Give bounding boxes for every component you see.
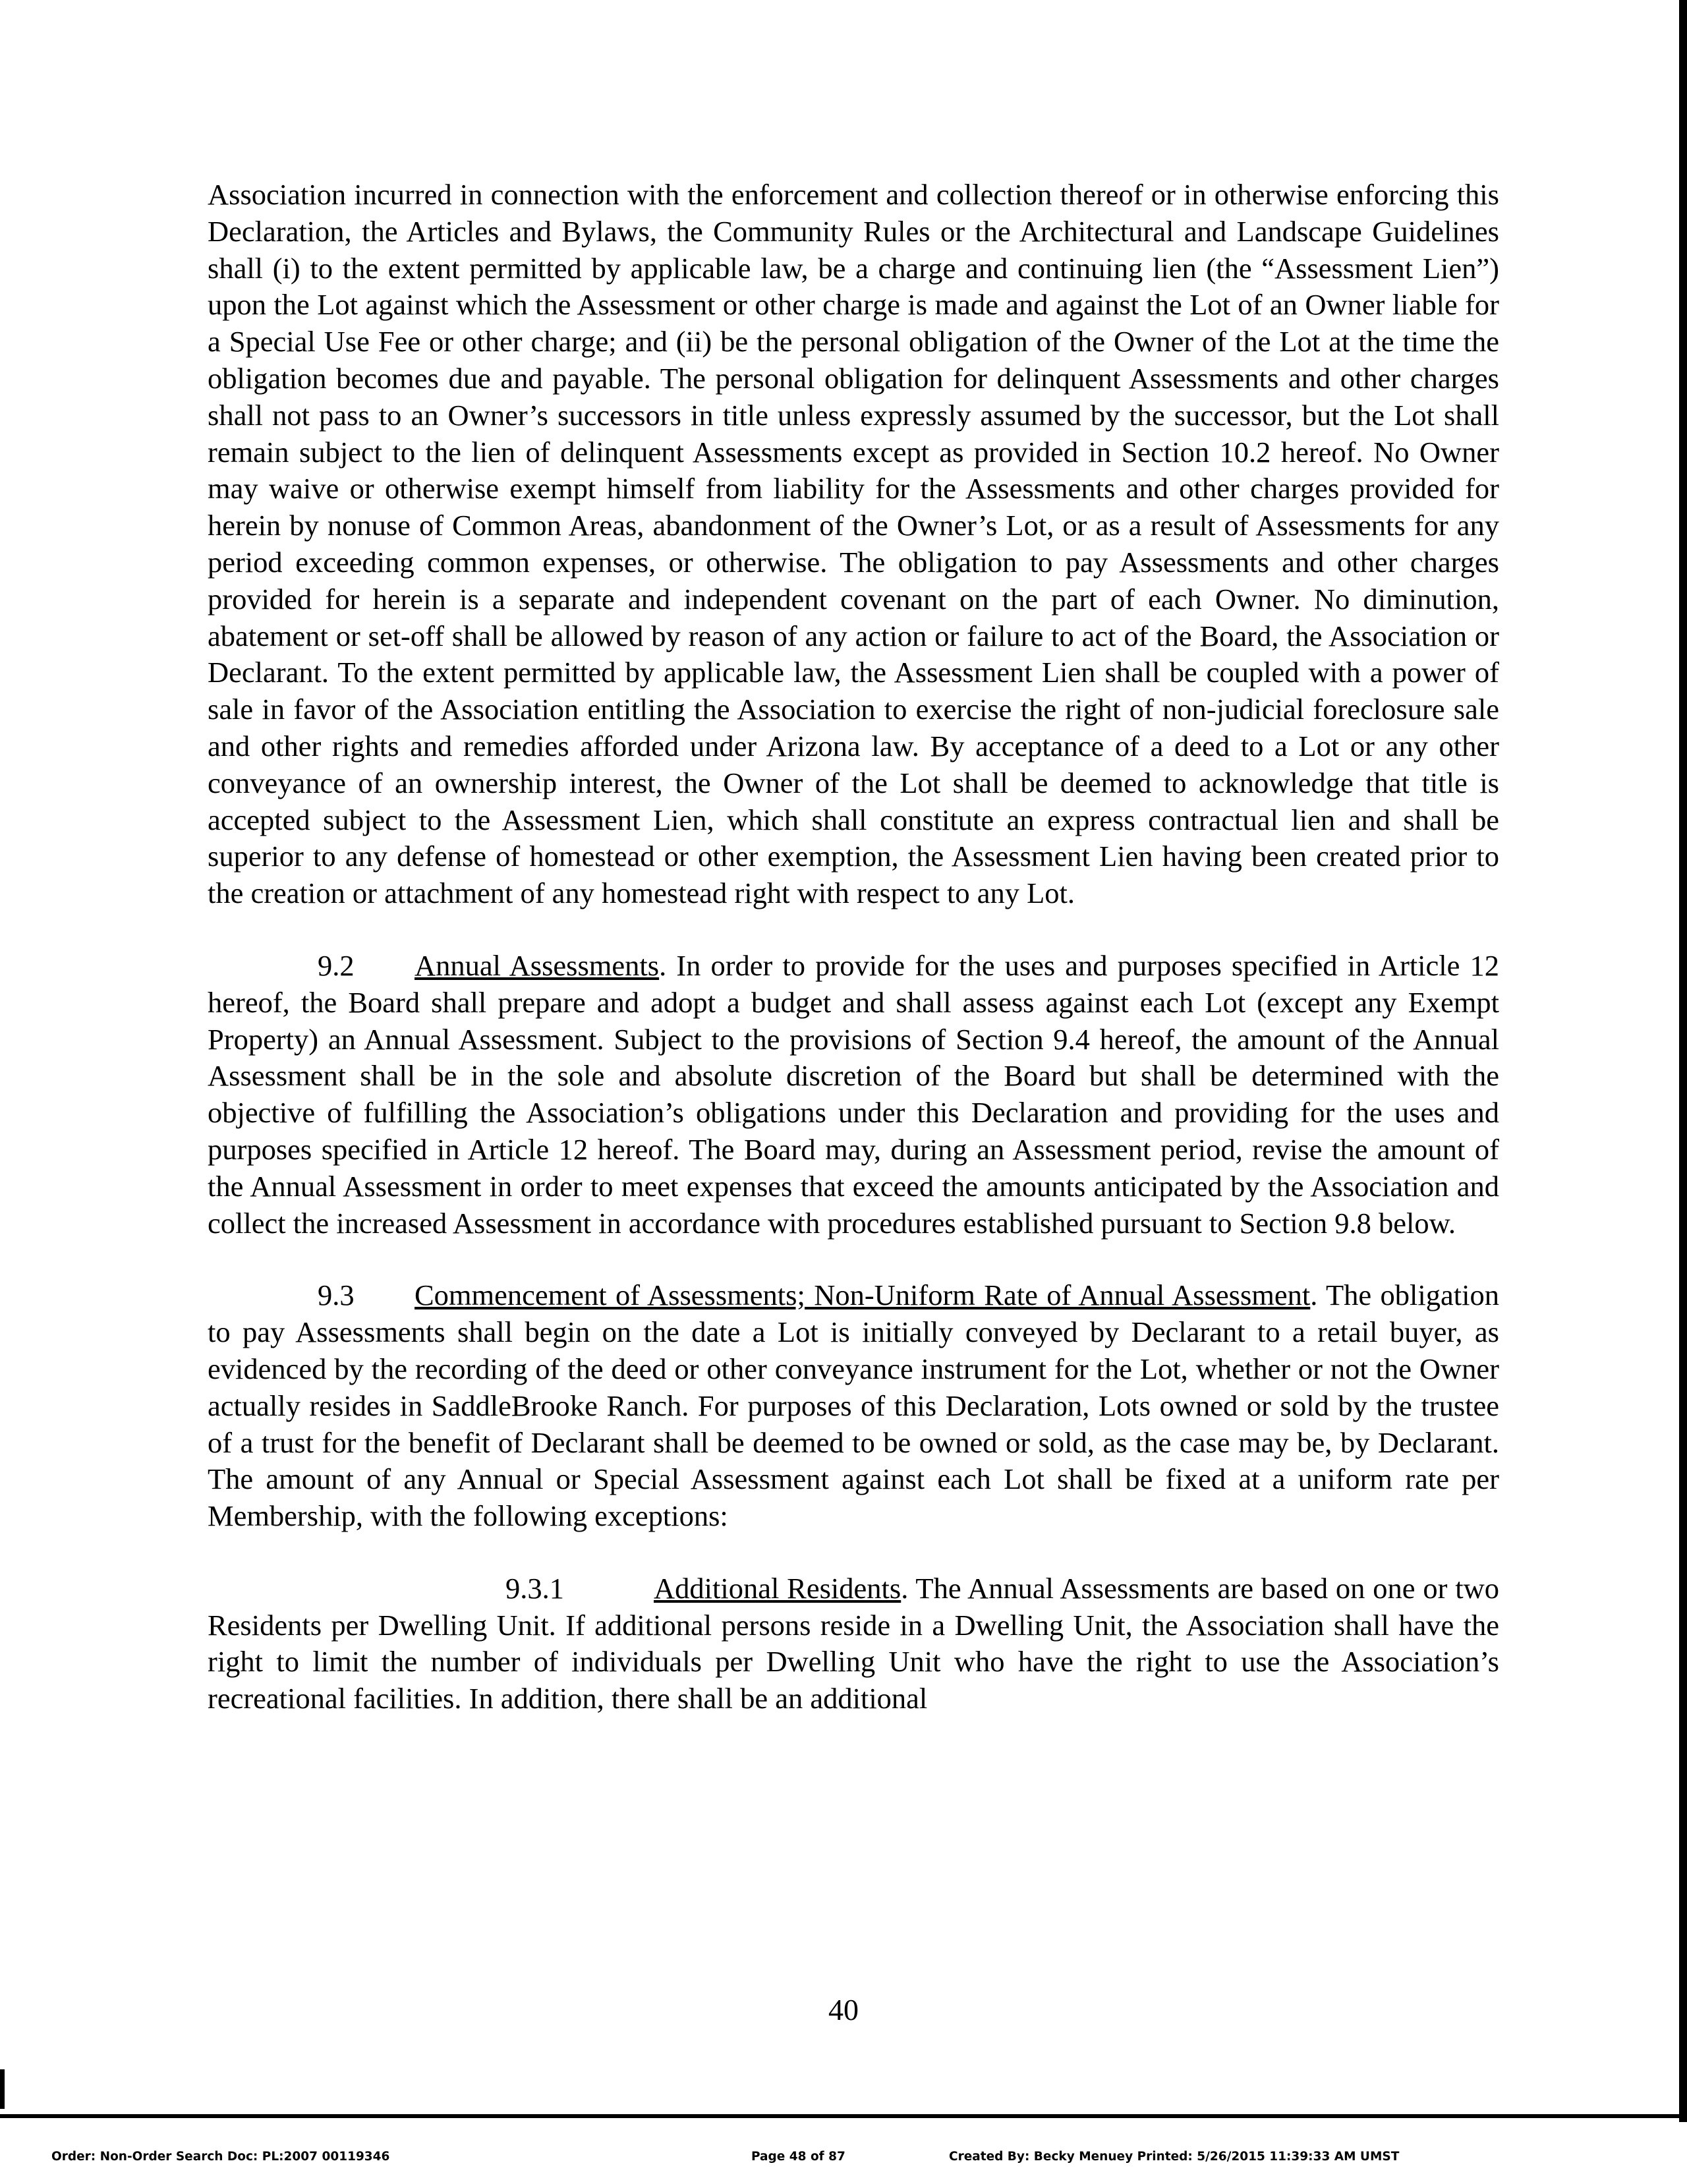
section-9-2 <box>208 948 1499 1242</box>
section-heading: Commencement of Assessments; Non-Uniform Rate of Annual Assessment <box>415 1279 1311 1312</box>
continuation-paragraph: Association incurred in connection with the enforcement and collection thereof or in otherwise enforcing this Declaration, the Articles and Bylaws, the Community Rules or the Architectural and Landscape Guidelines shall (i) to the extent permitted by applicable law, be a charge and continuing lien (the “Assessment Lien”) upon the Lot against which the Assessment or other charge is made and against the Lot of an Owner liable for a Special Use Fee or other charge; and (ii) be the personal obligation of the Owner of the Lot at the time the obligation becomes due and payable. The personal obligation for delinquent Assessments and other charges shall not pass to an Owner’s successors in title unless expressly assumed by the successor, but the Lot shall remain subject to the lien of delinquent Assessments except as provided in Section 10.2 hereof. No Owner may waive or otherwise exempt himself from liability for the Assessments and other charges provided for herein by nonuse of Common Areas, abandonment of the Owner’s Lot, or as a result of Assessments for any period exceeding common expenses, or otherwise. The obligation to pay Assessments and other charges provided for herein is a separate and independent covenant on the part of each Owner. No diminution, abatement or set-off shall be allowed by reason of any action or failure to act of the Board, the Association or Declarant. To the extent permitted by applicable law, the Assessment Lien shall be coupled with a power of sale in favor of the Association entitling the Association to exercise the right of non-judicial foreclosure sale and other rights and remedies afforded under Arizona law. By acceptance of a deed to a Lot or any other conveyance of an ownership interest, the Owner of the Lot shall be deemed to acknowledge that title is accepted subject to the Assessment Lien, which shall constitute an express contractual lien and shall be superior to any defense of homestead or other exemption, the Assessment Lien having been created prior to the creation or attachment of any homestead right with respect to any Lot. <box>208 178 1499 910</box>
section-body: . In order to provide for the uses and purposes specified in Article 12 hereof, the Board shall prepare and adopt a budget and shall assess against each Lot (except any Exempt Property) an Annual Assessment. Subject to the provisions of Section 9.4 hereof, the amount of the Annual Assessment shall be in the sole and absolute discretion of the Board but shall be determined with the objective of fulfilling the Association’s obligations under this Declaration and providing for the uses and purposes specified in Article 12 hereof. The Board may, during an Assessment period, revise the amount of the Annual Assessment in order to meet expenses that exceed the amounts anticipated by the Association and collect the increased Assessment in accordance with procedures established pursuant to Section 9.8 below. <box>208 948 1499 1240</box>
section-heading: Annual Assessments <box>415 948 660 982</box>
section-9-3 <box>208 1277 1499 1535</box>
scan-border-left <box>0 2069 5 2109</box>
section-number: 9.3 <box>318 1279 355 1312</box>
section-9-3-1 <box>208 1570 1499 1717</box>
print-footer <box>0 2147 1687 2167</box>
scan-border-right <box>1679 0 1687 2122</box>
section-number: 9.3.1 <box>505 1571 564 1605</box>
document-body <box>208 177 1499 1717</box>
section-heading: Additional Residents <box>654 1571 901 1605</box>
section-body: . The Annual Assessments are based on one or two Residents per Dwelling Unit. If additional persons reside in a Dwelling Unit, the Association shall have the right to limit the number of individuals per Dwelling Unit who have the right to use the Association’s recreational facilities. In addition, there shall be an additional <box>208 1571 1500 1715</box>
footer-page-count: Page 48 of 87 <box>751 2150 845 2164</box>
footer-order-info: Order: Non-Order Search Doc: PL:2007 00119346 <box>51 2150 390 2164</box>
footer-created-by: Created By: Becky Menuey Printed: 5/26/2015 11:39:33 AM UMST <box>949 2150 1400 2164</box>
section-number: 9.2 <box>318 948 355 982</box>
scan-border-bottom <box>0 2114 1687 2118</box>
section-body: . The obligation to pay Assessments shall begin on the date a Lot is initially conveyed by Declarant to a retail buyer, as evidenced by the recording of the deed or other conveyance instrument for the Lot, whether or not the Owner actually resides in SaddleBrooke Ranch. For purposes of this Declaration, Lots owned or sold by the trustee of a trust for the benefit of Declarant shall be deemed to be owned or sold, as the case may be, by Declarant. The amount of any Annual or Special Assessment against each Lot shall be fixed at a uniform rate per Membership, with the following exceptions: <box>208 1279 1499 1533</box>
page-number: 40 <box>828 1993 859 2026</box>
